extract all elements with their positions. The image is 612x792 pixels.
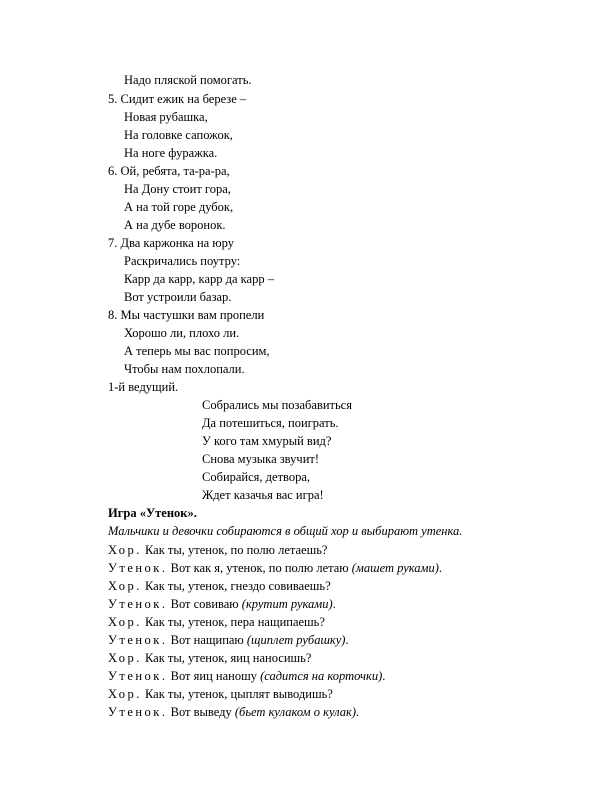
speech: Как ты, утенок, яиц наносишь? bbox=[141, 651, 312, 665]
dialogue-line bbox=[108, 651, 311, 666]
verse-line: Вот устроили базар. bbox=[124, 290, 232, 304]
speaker: Утенок. bbox=[108, 669, 168, 683]
verse-line: 7. Два каржонка на юру bbox=[108, 236, 234, 250]
punctuation: . bbox=[438, 561, 443, 575]
game-title: Игра «Утенок». bbox=[108, 506, 197, 520]
dialogue-line bbox=[108, 579, 331, 594]
verse-line: На головке сапожок, bbox=[124, 128, 233, 142]
speech: Как ты, утенок, пера нащипаешь? bbox=[141, 615, 325, 629]
speech: Как ты, утенок, по полю летаешь? bbox=[141, 543, 328, 557]
stage-direction: (крутит руками) bbox=[241, 597, 333, 611]
speaker: Утенок. bbox=[108, 705, 168, 719]
verse-line: А на дубе воронок. bbox=[124, 218, 226, 232]
leader-line: Ждет казачья вас игра! bbox=[202, 488, 324, 502]
dialogue-line bbox=[108, 633, 349, 648]
verse-line: Надо пляской помогать. bbox=[124, 73, 252, 87]
punctuation: . bbox=[356, 705, 360, 719]
verse-line: Карр да карр, карр да карр – bbox=[124, 272, 274, 286]
dialogue-line bbox=[108, 615, 325, 630]
speech: Вот яиц наношу bbox=[167, 669, 261, 683]
dialogue-line bbox=[108, 687, 333, 702]
speaker: Утенок. bbox=[108, 597, 168, 611]
leader-label: 1-й ведущий. bbox=[108, 380, 179, 394]
verse-line: На Дону стоит гора, bbox=[124, 182, 231, 196]
verse-line: Хорошо ли, плохо ли. bbox=[124, 326, 240, 340]
stage-direction: (машет руками) bbox=[351, 561, 439, 575]
dialogue-line bbox=[108, 597, 336, 612]
verse-line: А на той горе дубок, bbox=[124, 200, 234, 214]
game-instruction: Мальчики и девочки собираются в общий хор и выбирают утенка. bbox=[108, 524, 463, 538]
leader-line: Да потешиться, поиграть. bbox=[202, 416, 339, 430]
verse-line: А теперь мы вас попросим, bbox=[124, 344, 270, 358]
speaker: Хор. bbox=[108, 615, 142, 629]
leader-line: Собирайся, детвора, bbox=[202, 470, 311, 484]
punctuation: . bbox=[332, 597, 336, 611]
speech: Вот нащипаю bbox=[167, 633, 247, 647]
speech: Как ты, утенок, цыплят выводишь? bbox=[141, 687, 333, 701]
verse-line: Раскричались поутру: bbox=[124, 254, 241, 268]
speaker: Хор. bbox=[108, 651, 142, 665]
leader-line: Собрались мы позабавиться bbox=[202, 398, 352, 412]
stage-direction: (щиплет рубашку) bbox=[246, 633, 346, 647]
verse-line: 5. Сидит ежик на березе – bbox=[108, 92, 247, 106]
verse-line: Чтобы нам похлопали. bbox=[124, 362, 245, 376]
speaker: Хор. bbox=[108, 687, 142, 701]
dialogue-line bbox=[108, 543, 327, 558]
speech: Вот выведу bbox=[167, 705, 235, 719]
punctuation: . bbox=[345, 633, 349, 647]
speaker: Утенок. bbox=[108, 633, 168, 647]
speech: Вот как я, утенок, по полю летаю bbox=[167, 561, 352, 575]
speaker: Хор. bbox=[108, 543, 142, 557]
punctuation: . bbox=[382, 669, 386, 683]
leader-line: У кого там хмурый вид? bbox=[202, 434, 332, 448]
stage-direction: (бьет кулаком о кулак) bbox=[234, 705, 357, 719]
dialogue-line bbox=[108, 561, 442, 576]
verse-line: 8. Мы частушки вам пропели bbox=[108, 308, 265, 322]
verse-line: На ноге фуражка. bbox=[124, 146, 218, 160]
stage-direction: (садится на корточки) bbox=[260, 669, 383, 683]
verse-line: Новая рубашка, bbox=[124, 110, 208, 124]
speech: Как ты, утенок, гнездо совиваешь? bbox=[141, 579, 331, 593]
speaker: Хор. bbox=[108, 579, 142, 593]
speech: Вот совиваю bbox=[167, 597, 242, 611]
verse-line: 6. Ой, ребята, та-ра-ра, bbox=[108, 164, 230, 178]
speaker: Утенок. bbox=[108, 561, 168, 575]
dialogue-line bbox=[108, 705, 359, 720]
dialogue-line bbox=[108, 669, 385, 684]
leader-line: Снова музыка звучит! bbox=[202, 452, 320, 466]
